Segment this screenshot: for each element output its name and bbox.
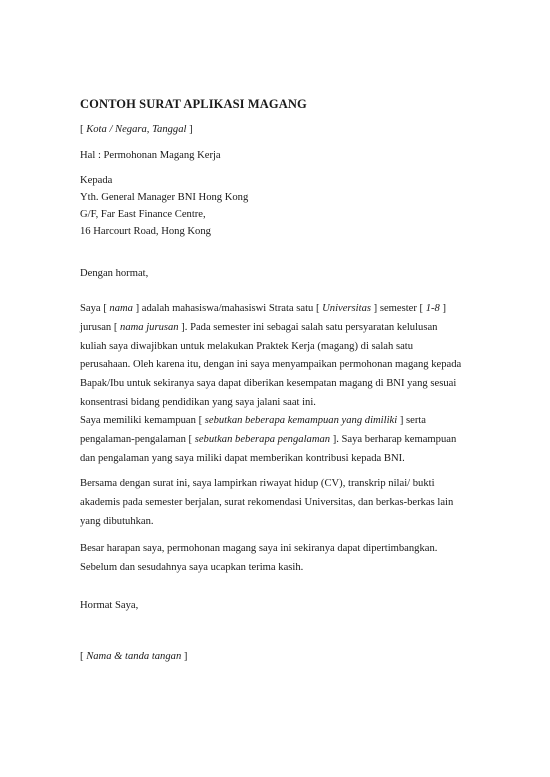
recipient-address-line-1: G/F, Far East Finance Centre, — [80, 209, 206, 220]
paragraph-line: Bapak/Ibu untuk sekiranya saya dapat diberikan kesempatan magang di BNI yang sesuai — [80, 378, 457, 390]
paragraph-line: yang dibutuhkan. — [80, 515, 154, 527]
paragraph-line: Saya [ nama ] adalah mahasiswa/mahasiswi Strata satu [ Universitas ] semester [ 1-8 ] — [80, 303, 447, 314]
paragraph-line: Saya memiliki kemampuan [ sebutkan beberapa kemampuan yang dimiliki ] serta — [80, 415, 426, 426]
subject-line: Hal : Permohonan Magang Kerja — [80, 150, 221, 161]
paragraph-closing-remarks — [80, 540, 470, 578]
place-date-placeholder: Kota / Negara, Tanggal — [86, 124, 187, 135]
university-placeholder: Universitas — [322, 303, 371, 314]
paragraph-line: pengalaman-pengalaman [ sebutkan beberapa pengalaman ]. Saya berharap kemampuan — [80, 433, 457, 445]
paragraph-line: Sebelum dan sesudahnya saya ucapkan terima kasih. — [80, 561, 304, 573]
recipient-to: Kepada — [80, 175, 113, 186]
paragraph-line: Bersama dengan surat ini, saya lampirkan riwayat hidup (CV), transkrip nilai/ bukti — [80, 478, 435, 489]
major-placeholder: nama jurusan — [120, 321, 179, 333]
paragraph-line: kuliah saya diwajibkan untuk melakukan Praktek Kerja (magang) di salah satu — [80, 340, 414, 352]
closing-salutation: Hormat Saya, — [80, 600, 139, 611]
recipient-name: Yth. General Manager BNI Hong Kong — [80, 192, 249, 203]
paragraph-attachments — [80, 475, 470, 531]
place-date-line: [ Kota / Negara, Tanggal ] — [80, 124, 193, 135]
paragraph-line: akademis pada semester berjalan, surat rekomendasi Universitas, dan berkas-berkas lain — [80, 496, 454, 508]
skills-placeholder: sebutkan beberapa kemampuan yang dimiliki — [204, 415, 398, 426]
paragraph-line: konsentrasi bidang pendidikan yang saya jalani saat ini. — [80, 396, 316, 408]
semester-placeholder: 1-8 — [425, 303, 440, 314]
signature-placeholder: Nama & tanda tangan — [86, 651, 182, 662]
experience-placeholder: sebutkan beberapa pengalaman — [194, 433, 331, 445]
recipient-address-line-2: 16 Harcourt Road, Hong Kong — [80, 226, 211, 237]
document-title: CONTOH SURAT APLIKASI MAGANG — [80, 97, 307, 111]
paragraph-skills — [80, 412, 470, 468]
paragraph-line: jurusan [ nama jurusan ]. Pada semester ini sebagai salah satu persyaratan kelulusan — [80, 321, 438, 333]
greeting: Dengan hormat, — [80, 268, 149, 279]
signature-line: [ Nama & tanda tangan ] — [80, 651, 188, 662]
paragraph-introduction — [80, 300, 470, 413]
paragraph-line: dan pengalaman yang saya miliki dapat memberikan kontribusi kepada BNI. — [80, 452, 405, 464]
name-placeholder: nama — [109, 303, 133, 314]
paragraph-line: perusahaan. Oleh karena itu, dengan ini saya menyampaikan permohonan magang kepada — [80, 359, 462, 371]
paragraph-line: Besar harapan saya, permohonan magang saya ini sekiranya dapat dipertimbangkan. — [80, 543, 438, 554]
